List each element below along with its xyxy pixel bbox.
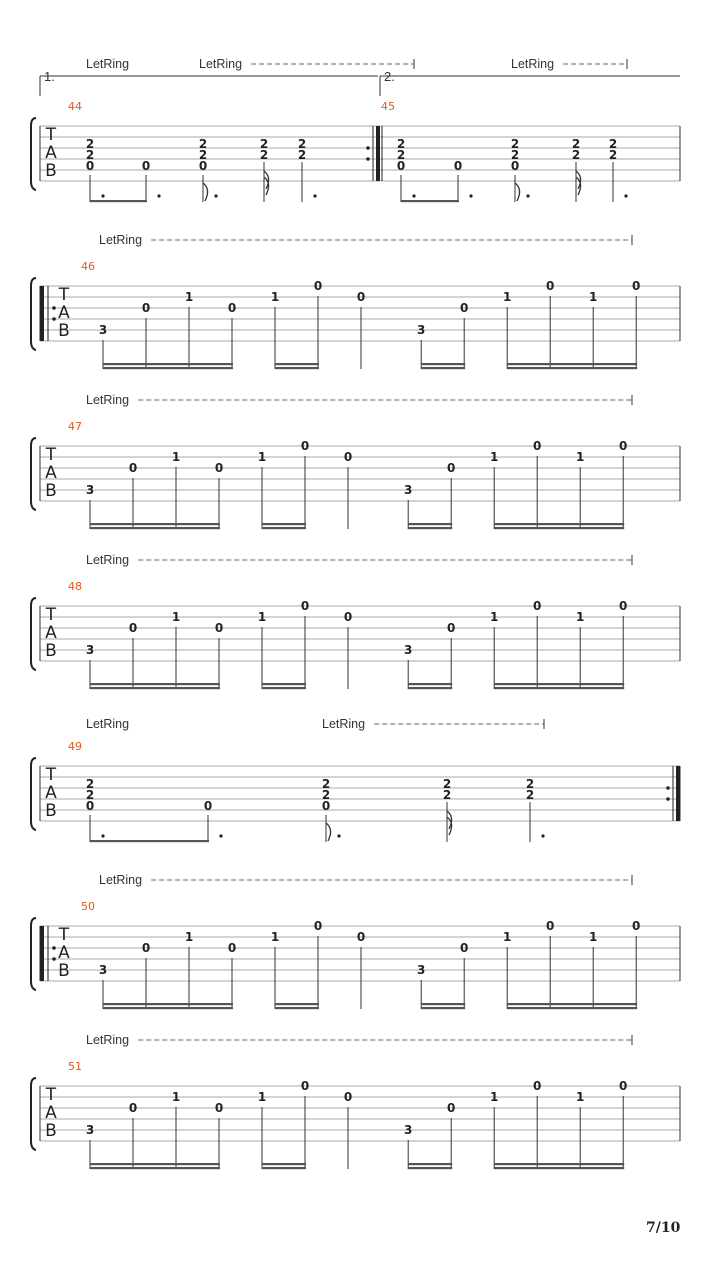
beam	[262, 687, 306, 689]
fret-number: 3	[85, 483, 95, 497]
beam	[262, 683, 306, 685]
volta-2-label: 2.	[384, 69, 395, 84]
beam	[275, 367, 319, 369]
beam	[507, 367, 637, 369]
system-1	[31, 118, 680, 190]
fret-number: 2	[442, 788, 452, 802]
tab-clef-a: A	[45, 143, 57, 163]
fret-number: 2	[198, 148, 208, 162]
beam	[507, 1003, 637, 1005]
fret-number: 0	[453, 159, 463, 173]
fret-number: 2	[198, 137, 208, 151]
augmentation-dot	[101, 194, 104, 197]
repeat-dot	[52, 946, 56, 950]
augmentation-dot	[412, 194, 415, 197]
fret-number: 3	[404, 643, 413, 657]
beam	[408, 527, 452, 529]
beam	[275, 1007, 319, 1009]
repeat-dot	[52, 306, 56, 310]
tab-clef-a: A	[45, 1103, 57, 1123]
measure-number: 47	[68, 420, 82, 433]
tab-clef-t: T	[45, 445, 57, 465]
fret-number: 1	[270, 930, 280, 944]
tab-clef-b: B	[58, 961, 70, 981]
system-bracket	[31, 438, 36, 510]
fret-number: 1	[490, 1090, 499, 1104]
fret-number: 0	[227, 941, 237, 955]
tab-clef-b: B	[45, 641, 57, 661]
beam	[421, 1007, 465, 1009]
beam	[421, 363, 465, 365]
beam	[90, 683, 220, 685]
fret-number: 0	[619, 439, 628, 453]
page-number: 7/10	[646, 1220, 681, 1236]
augmentation-dot	[157, 194, 160, 197]
fret-number: 0	[214, 621, 224, 635]
system-2	[31, 278, 680, 350]
fret-number: 0	[632, 279, 641, 293]
fret-number: 1	[589, 290, 598, 304]
fret-number: 1	[503, 290, 512, 304]
fret-number: 0	[313, 279, 323, 293]
fret-number: 0	[546, 919, 555, 933]
fret-number: 3	[98, 963, 108, 977]
fret-number: 2	[442, 777, 452, 791]
fret-number: 0	[533, 1079, 542, 1093]
augmentation-dot	[337, 834, 340, 837]
augmentation-dot	[101, 834, 104, 837]
beam	[494, 527, 624, 529]
measure-number: 45	[381, 100, 395, 113]
repeat-dot	[666, 797, 670, 801]
fret-number: 0	[632, 919, 641, 933]
fret-number: 0	[356, 290, 366, 304]
let-ring-label: LetRing	[99, 873, 143, 887]
fret-number: 1	[171, 450, 181, 464]
repeat-dot	[52, 317, 56, 321]
fret-number: 2	[259, 137, 269, 151]
fret-number: 2	[297, 148, 307, 162]
measure-number: 51	[68, 1060, 82, 1073]
note-flag	[203, 183, 208, 201]
tab-clef-b: B	[58, 321, 70, 341]
fret-number: 0	[460, 941, 469, 955]
beam	[421, 367, 465, 369]
fret-number: 2	[85, 137, 95, 151]
system-bracket	[31, 758, 36, 830]
fret-number: 0	[533, 599, 542, 613]
fret-number: 2	[525, 777, 535, 791]
fret-number: 0	[619, 599, 628, 613]
fret-number: 2	[85, 777, 95, 791]
system-bracket	[31, 278, 36, 350]
fret-number: 2	[396, 137, 406, 151]
fret-number: 2	[321, 777, 331, 791]
fret-number: 3	[404, 483, 413, 497]
tab-clef-b: B	[45, 161, 57, 181]
fret-number: 0	[356, 930, 366, 944]
tab-clef-a: A	[45, 463, 57, 483]
fret-number: 0	[300, 1079, 310, 1093]
system-bracket	[31, 1078, 36, 1150]
fret-number: 0	[214, 461, 224, 475]
fret-number: 1	[257, 610, 267, 624]
beam	[507, 363, 637, 365]
fret-number: 3	[404, 1123, 413, 1137]
note-flag	[515, 183, 520, 201]
let-ring-label: LetRing	[199, 57, 243, 71]
fret-number: 0	[546, 279, 555, 293]
system-bracket	[31, 918, 36, 990]
fret-number: 0	[343, 610, 353, 624]
fret-number: 0	[141, 301, 151, 315]
tab-clef-t: T	[45, 765, 57, 785]
let-ring-label: LetRing	[86, 1033, 130, 1047]
fret-number: 1	[576, 1090, 585, 1104]
repeat-dot	[366, 146, 370, 150]
beam	[408, 683, 452, 685]
fret-number: 0	[533, 439, 542, 453]
measure-number: 44	[68, 100, 82, 113]
fret-number: 0	[227, 301, 237, 315]
fret-number: 3	[98, 323, 108, 337]
fret-number: 0	[447, 461, 456, 475]
beam	[90, 523, 220, 525]
fret-number: 2	[259, 148, 269, 162]
fret-number: 0	[141, 941, 151, 955]
tab-clef-a: A	[58, 943, 70, 963]
fret-number: 0	[85, 159, 95, 173]
beam	[401, 200, 459, 202]
tab-clef-t: T	[45, 605, 57, 625]
tab-clef-a: A	[45, 783, 57, 803]
let-ring-label: LetRing	[86, 57, 130, 71]
fret-number: 0	[396, 159, 406, 173]
augmentation-dot	[219, 834, 222, 837]
fret-number: 1	[503, 930, 512, 944]
fret-number: 3	[417, 323, 426, 337]
beam	[408, 523, 452, 525]
tab-clef-t: T	[45, 1085, 57, 1105]
beam	[494, 683, 624, 685]
measure-number: 50	[81, 900, 95, 913]
fret-number: 3	[417, 963, 426, 977]
tab-clef-t: T	[45, 125, 57, 145]
beam	[103, 1007, 233, 1009]
beam	[90, 1163, 220, 1165]
beam	[103, 363, 233, 365]
beam	[262, 527, 306, 529]
let-ring-label: LetRing	[322, 717, 366, 731]
augmentation-dot	[214, 194, 217, 197]
measure-number: 46	[81, 260, 95, 273]
tab-clef-b: B	[45, 481, 57, 501]
repeat-dot	[52, 957, 56, 961]
fret-number: 1	[257, 1090, 267, 1104]
fret-number: 1	[589, 930, 598, 944]
fret-number: 0	[203, 799, 213, 813]
augmentation-dot	[541, 834, 544, 837]
measure-number: 49	[68, 740, 82, 753]
fret-number: 1	[257, 450, 267, 464]
system-bracket	[31, 118, 36, 190]
fret-number: 0	[460, 301, 469, 315]
beam	[507, 1007, 637, 1009]
fret-number: 1	[270, 290, 280, 304]
fret-number: 0	[300, 599, 310, 613]
beam	[421, 1003, 465, 1005]
beam	[90, 527, 220, 529]
beam	[103, 1003, 233, 1005]
tab-clef-t: T	[58, 285, 70, 305]
augmentation-dot	[469, 194, 472, 197]
fret-number: 0	[198, 159, 208, 173]
let-ring-label: LetRing	[86, 393, 130, 407]
fret-number: 0	[313, 919, 323, 933]
tab-clef-b: B	[45, 801, 57, 821]
system-6	[31, 918, 680, 990]
fret-number: 0	[128, 1101, 138, 1115]
repeat-start-thick-bar	[40, 286, 44, 341]
fret-number: 0	[343, 1090, 353, 1104]
fret-number: 2	[510, 148, 520, 162]
fret-number: 2	[608, 148, 618, 162]
fret-number: 0	[447, 1101, 456, 1115]
beam	[494, 687, 624, 689]
fret-number: 0	[510, 159, 520, 173]
measure-number: 48	[68, 580, 82, 593]
fret-number: 0	[321, 799, 331, 813]
beam	[103, 367, 233, 369]
beam	[494, 1167, 624, 1169]
fret-number: 3	[85, 643, 95, 657]
beam	[262, 1163, 306, 1165]
fret-number: 2	[571, 137, 581, 151]
fret-number: 1	[184, 290, 194, 304]
repeat-end-thick-bar	[376, 126, 380, 181]
fret-number: 0	[128, 461, 138, 475]
fret-number: 2	[396, 148, 406, 162]
system-bracket	[31, 598, 36, 670]
beam	[275, 363, 319, 365]
fret-number: 2	[85, 788, 95, 802]
fret-number: 2	[321, 788, 331, 802]
fret-number: 0	[85, 799, 95, 813]
repeat-end-thick-bar	[676, 766, 680, 821]
fret-number: 1	[576, 450, 585, 464]
system-5	[31, 758, 680, 830]
fret-number: 1	[171, 1090, 181, 1104]
fret-number: 0	[619, 1079, 628, 1093]
fret-number: 0	[343, 450, 353, 464]
tab-clef-a: A	[58, 303, 70, 323]
fret-number: 2	[608, 137, 618, 151]
fret-number: 1	[490, 610, 499, 624]
tab-clef-a: A	[45, 623, 57, 643]
fret-number: 1	[576, 610, 585, 624]
fret-number: 0	[141, 159, 151, 173]
let-ring-label: LetRing	[86, 717, 130, 731]
let-ring-label: LetRing	[86, 553, 130, 567]
fret-number: 0	[214, 1101, 224, 1115]
let-ring-label: LetRing	[511, 57, 555, 71]
augmentation-dot	[526, 194, 529, 197]
fret-number: 1	[184, 930, 194, 944]
beam	[494, 523, 624, 525]
fret-number: 2	[510, 137, 520, 151]
fret-number: 0	[447, 621, 456, 635]
note-flag	[326, 823, 331, 841]
beam	[408, 1163, 452, 1165]
beam	[262, 1167, 306, 1169]
beam	[90, 200, 147, 202]
fret-number: 0	[128, 621, 138, 635]
repeat-dot	[666, 786, 670, 790]
tab-clef-t: T	[58, 925, 70, 945]
fret-number: 2	[297, 137, 307, 151]
beam	[262, 523, 306, 525]
fret-number: 2	[525, 788, 535, 802]
let-ring-label: LetRing	[99, 233, 143, 247]
repeat-start-thick-bar	[40, 926, 44, 981]
beam	[90, 1167, 220, 1169]
beam	[90, 840, 209, 842]
fret-number: 0	[300, 439, 310, 453]
beam	[408, 1167, 452, 1169]
beam	[275, 1003, 319, 1005]
augmentation-dot	[313, 194, 316, 197]
fret-number: 1	[171, 610, 181, 624]
fret-number: 3	[85, 1123, 95, 1137]
fret-number: 2	[571, 148, 581, 162]
beam	[90, 687, 220, 689]
tab-clef-b: B	[45, 1121, 57, 1141]
augmentation-dot	[624, 194, 627, 197]
repeat-dot	[366, 157, 370, 161]
fret-number: 1	[490, 450, 499, 464]
fret-number: 2	[85, 148, 95, 162]
beam	[408, 687, 452, 689]
beam	[494, 1163, 624, 1165]
volta-1-label: 1.	[44, 69, 55, 84]
